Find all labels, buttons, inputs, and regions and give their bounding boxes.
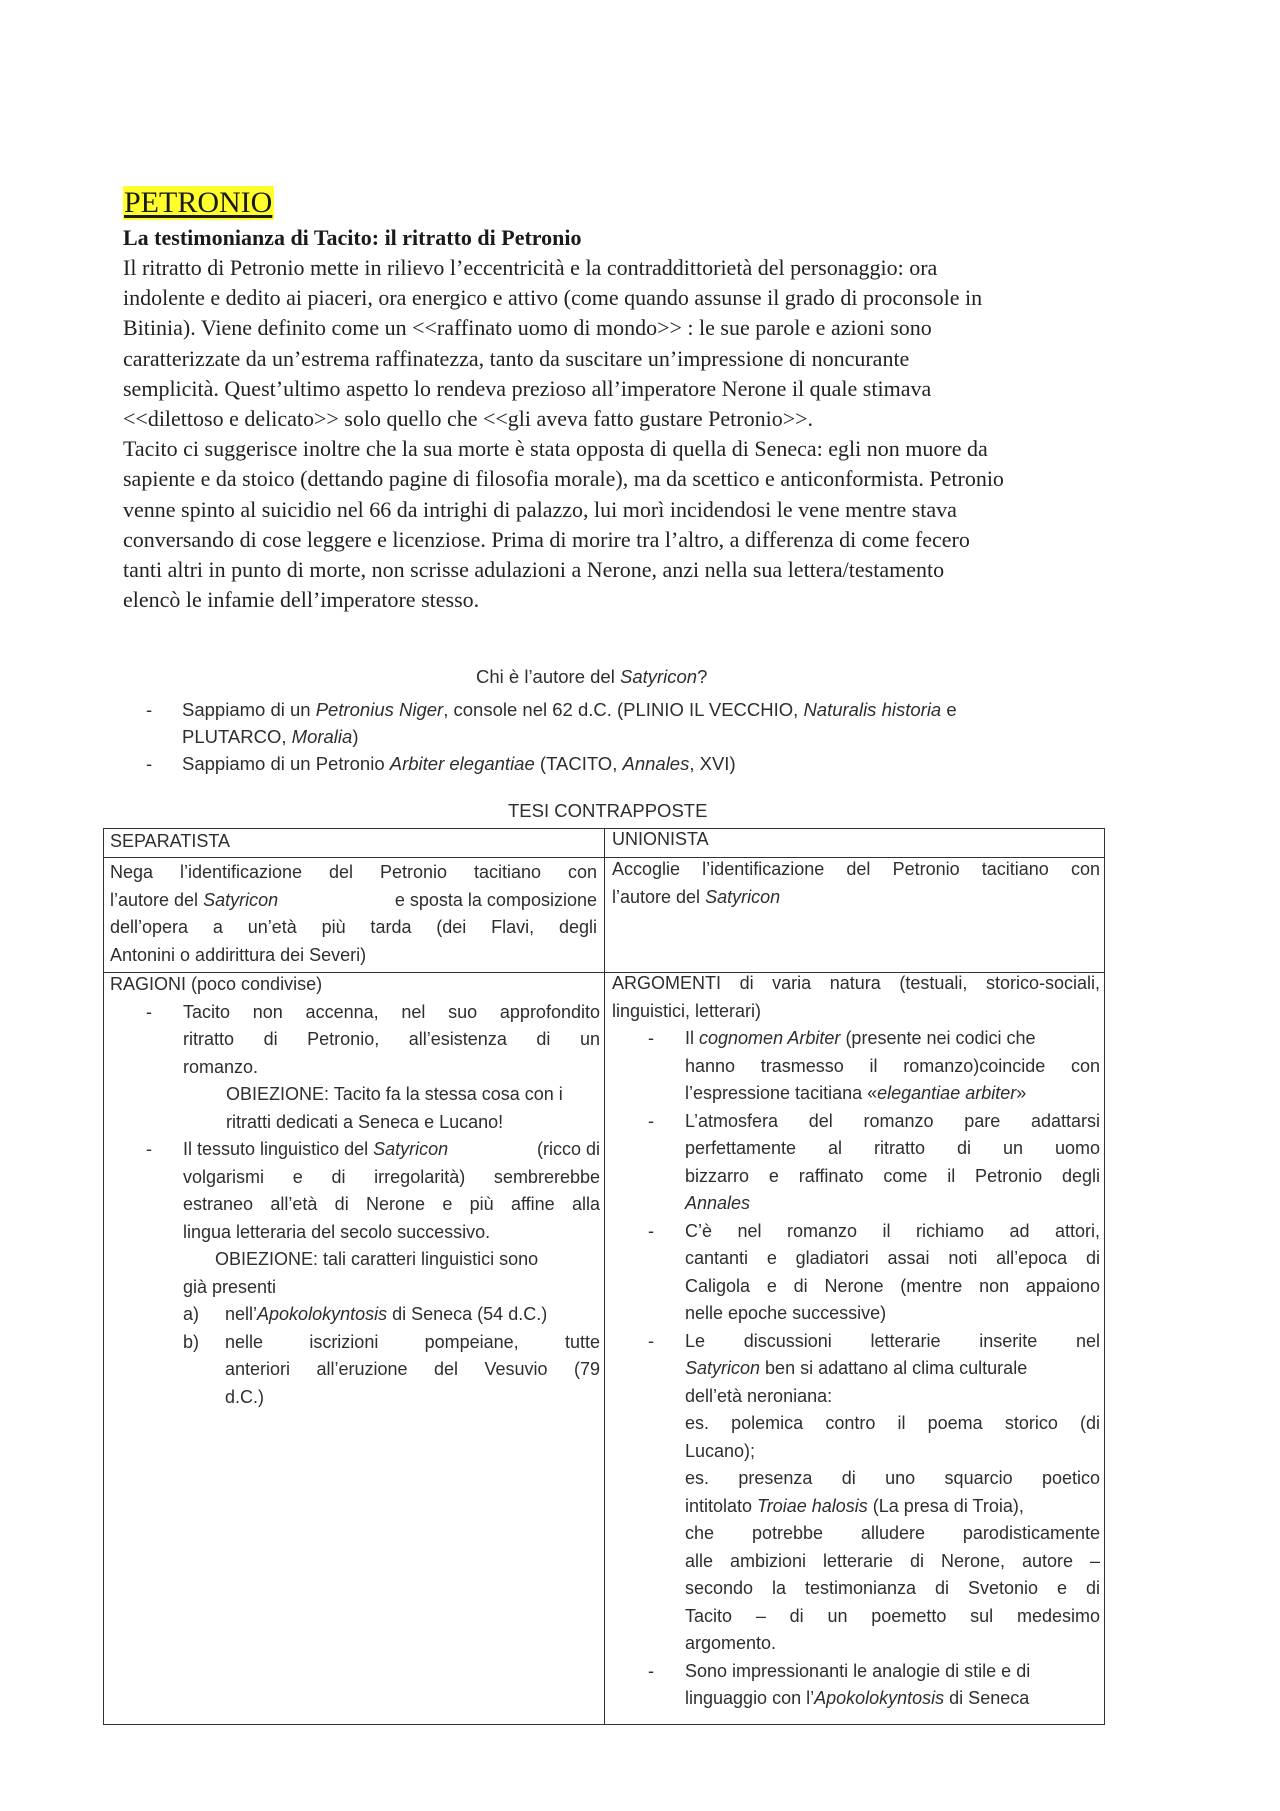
arg-line: perfettamente al ritratto di un uomo (685, 1138, 1100, 1158)
intro-line: caratterizzate da un’estrema raffinatezza, tanto da suscitare un’impressione di noncurante (123, 345, 910, 371)
col-header-separatista: SEPARATISTA (110, 831, 231, 851)
arg-line: OBIEZIONE: tali caratteri linguistici sono (215, 1249, 539, 1269)
arg-line: alle ambizioni letterarie di Nerone, autore – (685, 1550, 1100, 1571)
list-item (140, 696, 1140, 750)
arg-line: d.C.) (225, 1386, 265, 1407)
dash-bullet: - (146, 753, 153, 774)
item-text: (TACITO, (534, 753, 623, 774)
desc-line: dell’opera a un’età più tarda (dei Flavi, degli (110, 917, 597, 937)
intro-line: Bitinia). Viene definito come un <<raffinato uomo di mondo>> : le sue parole e azioni sono (123, 315, 932, 341)
arg-text: intitolato (685, 1495, 758, 1516)
argomenti-heading: ARGOMENTI di varia natura (testuali, storico-sociali, (612, 973, 1100, 993)
sub-item (110, 1329, 600, 1412)
arg-line: romanzo. (183, 1056, 259, 1077)
desc-italic: Satyricon (203, 889, 279, 910)
arg-text: nell’ (225, 1304, 258, 1324)
col-header-unionista: UNIONISTA (612, 829, 709, 849)
arg-text: linguaggio con l’ (685, 1688, 815, 1708)
arg-line: Tacito – di un poemetto sul medesimo (685, 1605, 1100, 1626)
question-text: Chi è l’autore del (476, 666, 620, 687)
item-text: Sappiamo di un (182, 699, 316, 720)
arg-line: secondo la testimonianza di Svetonio e di (685, 1578, 1100, 1598)
dash-bullet: - (146, 699, 153, 720)
author-hypotheses-list (140, 696, 1140, 777)
arg-line (685, 1685, 1100, 1713)
arg-line: Tacito non accenna, nel suo approfondito (183, 1001, 600, 1022)
dash-bullet: - (648, 1330, 654, 1351)
desc-line: Antonini o addirittura dei Severi) (110, 944, 367, 965)
arg-line: OBIEZIONE: Tacito fa la stessa cosa con i (226, 1084, 563, 1104)
question-heading (476, 666, 707, 688)
sub-marker: b) (183, 1331, 200, 1352)
arg-italic: cognomen Arbiter (699, 1028, 841, 1048)
arg-text: ben si adattano al clima culturale (760, 1358, 1028, 1378)
list-item (612, 1108, 1100, 1218)
arg-text: (La presa di Troia), (867, 1495, 1024, 1516)
arg-line: lingua letteraria del secolo successivo. (183, 1221, 491, 1242)
arg-line: estraneo all’età di Nerone e più affine alla (183, 1194, 600, 1214)
arg-line (685, 1493, 1100, 1521)
item-italic: Naturalis historia (803, 699, 942, 720)
dash-bullet: - (146, 1001, 152, 1022)
arg-italic: Apokolokyntosis (257, 1304, 388, 1324)
intro-line: indolente e dedito ai piaceri, ora energico e attivo (come quando assunse il grado di proconsole in (123, 285, 983, 311)
section-subtitle: La testimonianza di Tacito: il ritratto di Petronio (123, 225, 582, 250)
arg-italic: elegantiae arbiter (877, 1083, 1017, 1103)
arg-line: Le discussioni letterarie inserite nel (685, 1330, 1100, 1351)
arg-text: di Seneca (54 d.C.) (387, 1304, 548, 1324)
item-text: Sappiamo di un Petronio (182, 753, 390, 774)
dash-bullet: - (648, 1028, 654, 1048)
ragioni-heading: RAGIONI (poco condivise) (110, 974, 323, 994)
arg-italic: Satyricon (373, 1139, 449, 1159)
sub-marker: a) (183, 1304, 200, 1324)
desc-line (110, 887, 597, 915)
arg-line: bizzarro e raffinato come il Petronio degli (685, 1165, 1100, 1186)
intro-line: elencò le infamie dell’imperatore stesso. (123, 587, 480, 613)
question-italic: Satyricon (619, 666, 698, 687)
intro-line: tanti altri in punto di morte, non scrisse adulazioni a Nerone, anzi nella sua lettera/testamento (123, 557, 945, 583)
item-text: PLUTARCO, (182, 726, 292, 747)
item-italic: Petronius Niger (315, 699, 444, 720)
item-text: , XVI) (689, 753, 736, 774)
arg-line (183, 1136, 600, 1164)
arg-italic: Troiae halosis (757, 1495, 868, 1516)
arg-text: (ricco di (536, 1139, 600, 1159)
list-item (612, 1218, 1100, 1328)
separatista-arguments (110, 971, 600, 1411)
column-divider (604, 829, 605, 1724)
intro-line: Tacito ci suggerisce inoltre che la sua morte è stata opposta di quella di Seneca: egli non muore da (123, 436, 988, 462)
arg-line: cantanti e gladiatori assai noti all’epoca di (685, 1248, 1100, 1268)
arg-text: Il tessuto linguistico del (183, 1139, 374, 1159)
desc-italic: Satyricon (705, 886, 781, 907)
intro-line: semplicità. Quest’ultimo aspetto lo rendeva prezioso all’imperatore Nerone il quale stimava (123, 375, 932, 401)
arg-line: argomento. (685, 1633, 777, 1653)
list-item (612, 1025, 1100, 1108)
intro-line: venne spinto al suicidio nel 66 da intrighi di palazzo, lui morì incidendosi le vene mentre stava (123, 496, 957, 522)
arg-line: Lucano); (685, 1440, 756, 1461)
intro-line: <<dilettoso e delicato>> solo quello che <<gli aveva fatto gustare Petronio>>. (123, 406, 814, 432)
arg-line: dell’età neroniana: (685, 1385, 833, 1406)
arg-line: nelle iscrizioni pompeiane, tutte (225, 1331, 600, 1352)
arg-text: l’espressione tacitiana « (685, 1083, 878, 1103)
arg-text: di Seneca (944, 1688, 1030, 1708)
arg-italic: Satyricon (685, 1358, 761, 1378)
question-mark: ? (697, 666, 708, 687)
dash-bullet: - (648, 1220, 654, 1241)
arg-line: hanno trasmesso il romanzo)coincide con (685, 1055, 1100, 1076)
list-item (110, 999, 600, 1082)
desc-text: e sposta la composizione (394, 889, 597, 910)
list-item (110, 1136, 600, 1246)
objection (110, 1081, 600, 1136)
sub-item (110, 1301, 600, 1329)
item-text: , console nel 62 d.C. (PLINIO IL VECCHIO, (443, 699, 804, 720)
arg-line: volgarismi e di irregolarità) sembrerebbe (183, 1166, 600, 1187)
arg-line: Sono impressionanti le analogie di stile e di (685, 1660, 1031, 1681)
table-caption: TESI CONTRAPPOSTE (508, 800, 708, 821)
unionista-description (612, 856, 1100, 911)
item-italic: Annales (622, 753, 690, 774)
typed-section (123, 186, 1173, 615)
arg-line (685, 1025, 1100, 1053)
argomenti-heading: linguistici, letterari) (612, 1000, 762, 1021)
intro-line: Il ritratto di Petronio mette in rilievo l’eccentricità e la contraddittorietà del personaggio: ora (123, 255, 938, 280)
theses-table (103, 828, 1105, 1725)
objection (110, 1246, 600, 1301)
separatista-description (110, 859, 597, 969)
arg-text: (presente nei codici che (840, 1028, 1036, 1048)
desc-line (612, 884, 1100, 912)
arg-line: C’è nel romanzo il richiamo ad attori, (685, 1220, 1100, 1241)
arg-italic: Apokolokyntosis (814, 1688, 945, 1708)
dash-bullet: - (146, 1139, 152, 1159)
arg-text: » (1016, 1083, 1027, 1103)
arg-line: L’atmosfera del romanzo pare adattarsi (685, 1110, 1100, 1131)
intro-line: conversando di cose leggere e licenziose. Prima di morire tra l’altro, a differenza di come fecero (123, 526, 970, 552)
arg-line: già presenti (183, 1276, 277, 1297)
arg-line: ritratto di Petronio, all’esistenza di un (183, 1029, 600, 1049)
unionista-arguments (612, 970, 1100, 1713)
desc-line: Nega l’identificazione del Petronio tacitiano con (110, 862, 597, 882)
item-italic: Arbiter elegantiae (389, 753, 535, 774)
arg-line (685, 1080, 1100, 1108)
arg-line (685, 1355, 1100, 1383)
arg-line: es. polemica contro il poema storico (di (685, 1413, 1100, 1433)
arg-line: anteriori all’eruzione del Vesuvio (79 (225, 1359, 600, 1379)
dash-bullet: - (648, 1660, 654, 1681)
desc-text: l’autore del (612, 886, 706, 907)
list-item (140, 750, 1140, 777)
arg-line: Caligola e di Nerone (mentre non appaiono (685, 1275, 1100, 1296)
item-italic: Moralia (291, 726, 353, 747)
item-text: e (941, 699, 957, 720)
arg-line: nelle epoche successive) (685, 1303, 887, 1323)
arg-line: ritratti dedicati a Seneca e Lucano! (226, 1111, 504, 1132)
desc-text: l’autore del (110, 889, 204, 910)
arg-italic: Annales (685, 1193, 751, 1213)
desc-line: Accoglie l’identificazione del Petronio tacitiano con (612, 859, 1100, 879)
list-item (612, 1658, 1100, 1713)
item-text: ) (352, 726, 359, 747)
page-title: PETRONIO (124, 186, 273, 219)
dash-bullet: - (648, 1110, 654, 1131)
intro-paragraph (123, 253, 1173, 615)
list-item (612, 1328, 1100, 1658)
arg-line: che potrebbe alludere parodisticamente (685, 1523, 1100, 1543)
intro-line: sapiente e da stoico (dettando pagine di filosofia morale), ma da scettico e anticonformista. Petronio (123, 466, 1004, 492)
arg-text: Il (685, 1028, 700, 1048)
arg-line: es. presenza di uno squarcio poetico (685, 1468, 1100, 1488)
